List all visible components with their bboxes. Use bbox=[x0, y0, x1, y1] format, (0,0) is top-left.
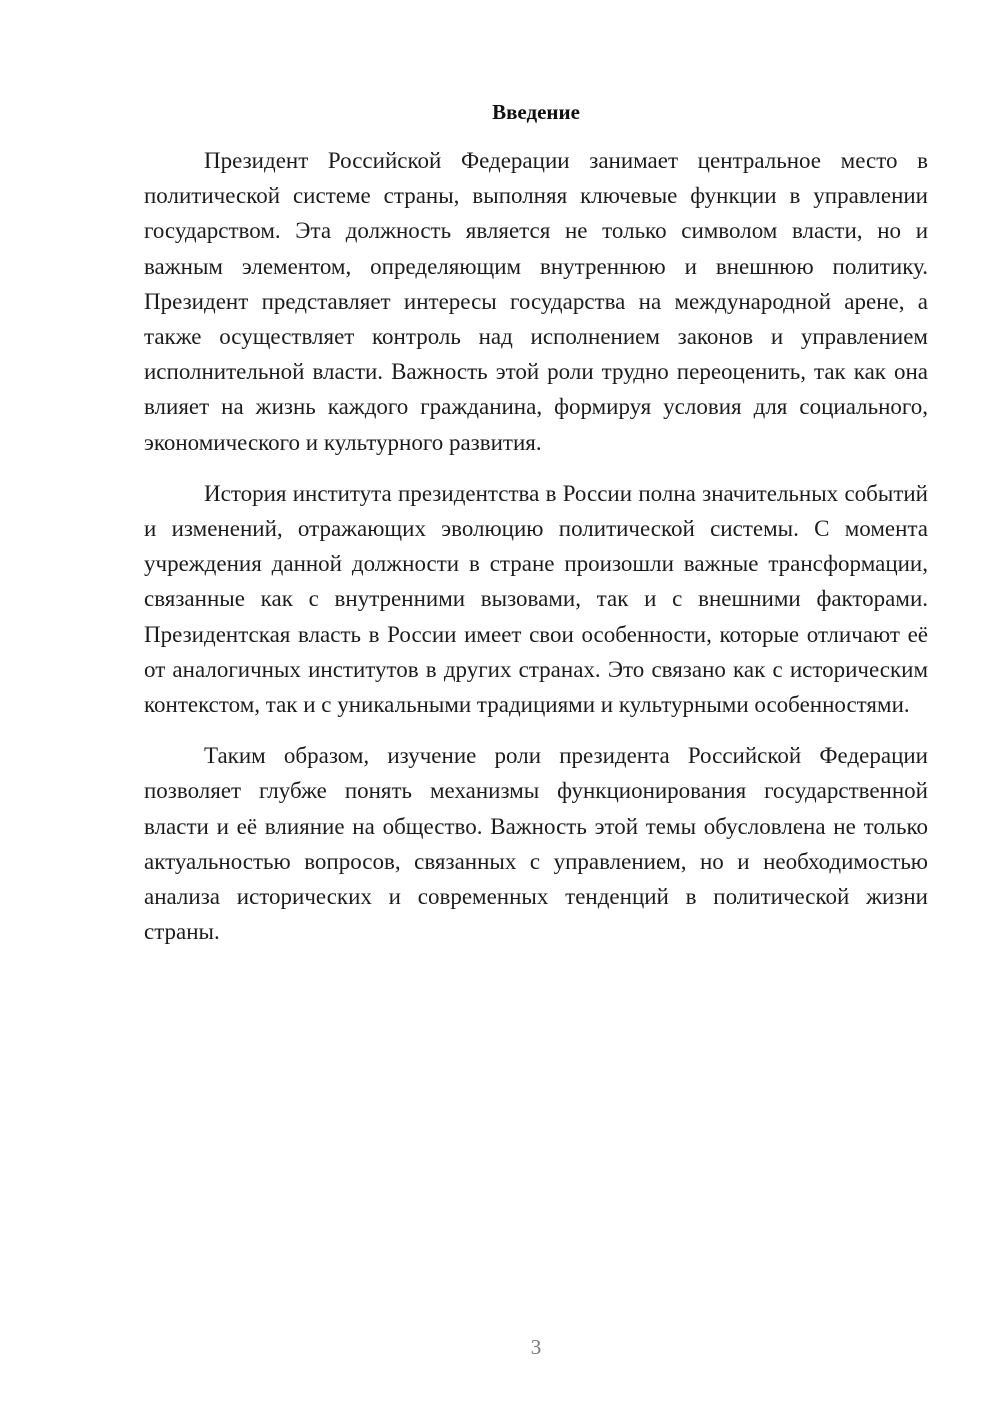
page-number: 3 bbox=[530, 1335, 542, 1359]
paragraph-1: Президент Российской Федерации занимает центральное место в политической системе страны, выполняя ключевые функции в управлении государством. Эта должность является не только символом власти, но и важным элементом, определяющим внутреннюю и внешнюю политику. Президент представляет интересы государства на международной арене, а также осуществляет контроль над исполнением законов и управлением исполнительной власти. Важность этой роли трудно переоценить, так как она влияет на жизнь каждого гражданина, формируя условия для социального, экономического и культурного развития. bbox=[144, 148, 928, 455]
section-heading: Введение bbox=[492, 100, 580, 124]
paragraph-2: История института президентства в России полна значительных событий и изменений, отражающих эволюцию политической системы. С момента учреждения данной должности в стране произошли важные трансформации, связанные как с внутренними вызовами, так и с внешними факторами. Президентская власть в России имеет свои особенности, которые отличают её от аналогичных институтов в других странах. Это связано как с историческим контекстом, так и с уникальными традициями и культурными особенностями. bbox=[144, 480, 928, 718]
body-text bbox=[144, 143, 928, 965]
paragraph-3: Таким образом, изучение роли президента Российской Федерации позволяет глубже понять механизмы функционирования государственной власти и её влияние на общество. Важность этой темы обусловлена не только актуальностью вопросов, связанных с управлением, но и необходимостью анализа исторических и современных тенденций в политической жизни страны. bbox=[144, 743, 928, 945]
